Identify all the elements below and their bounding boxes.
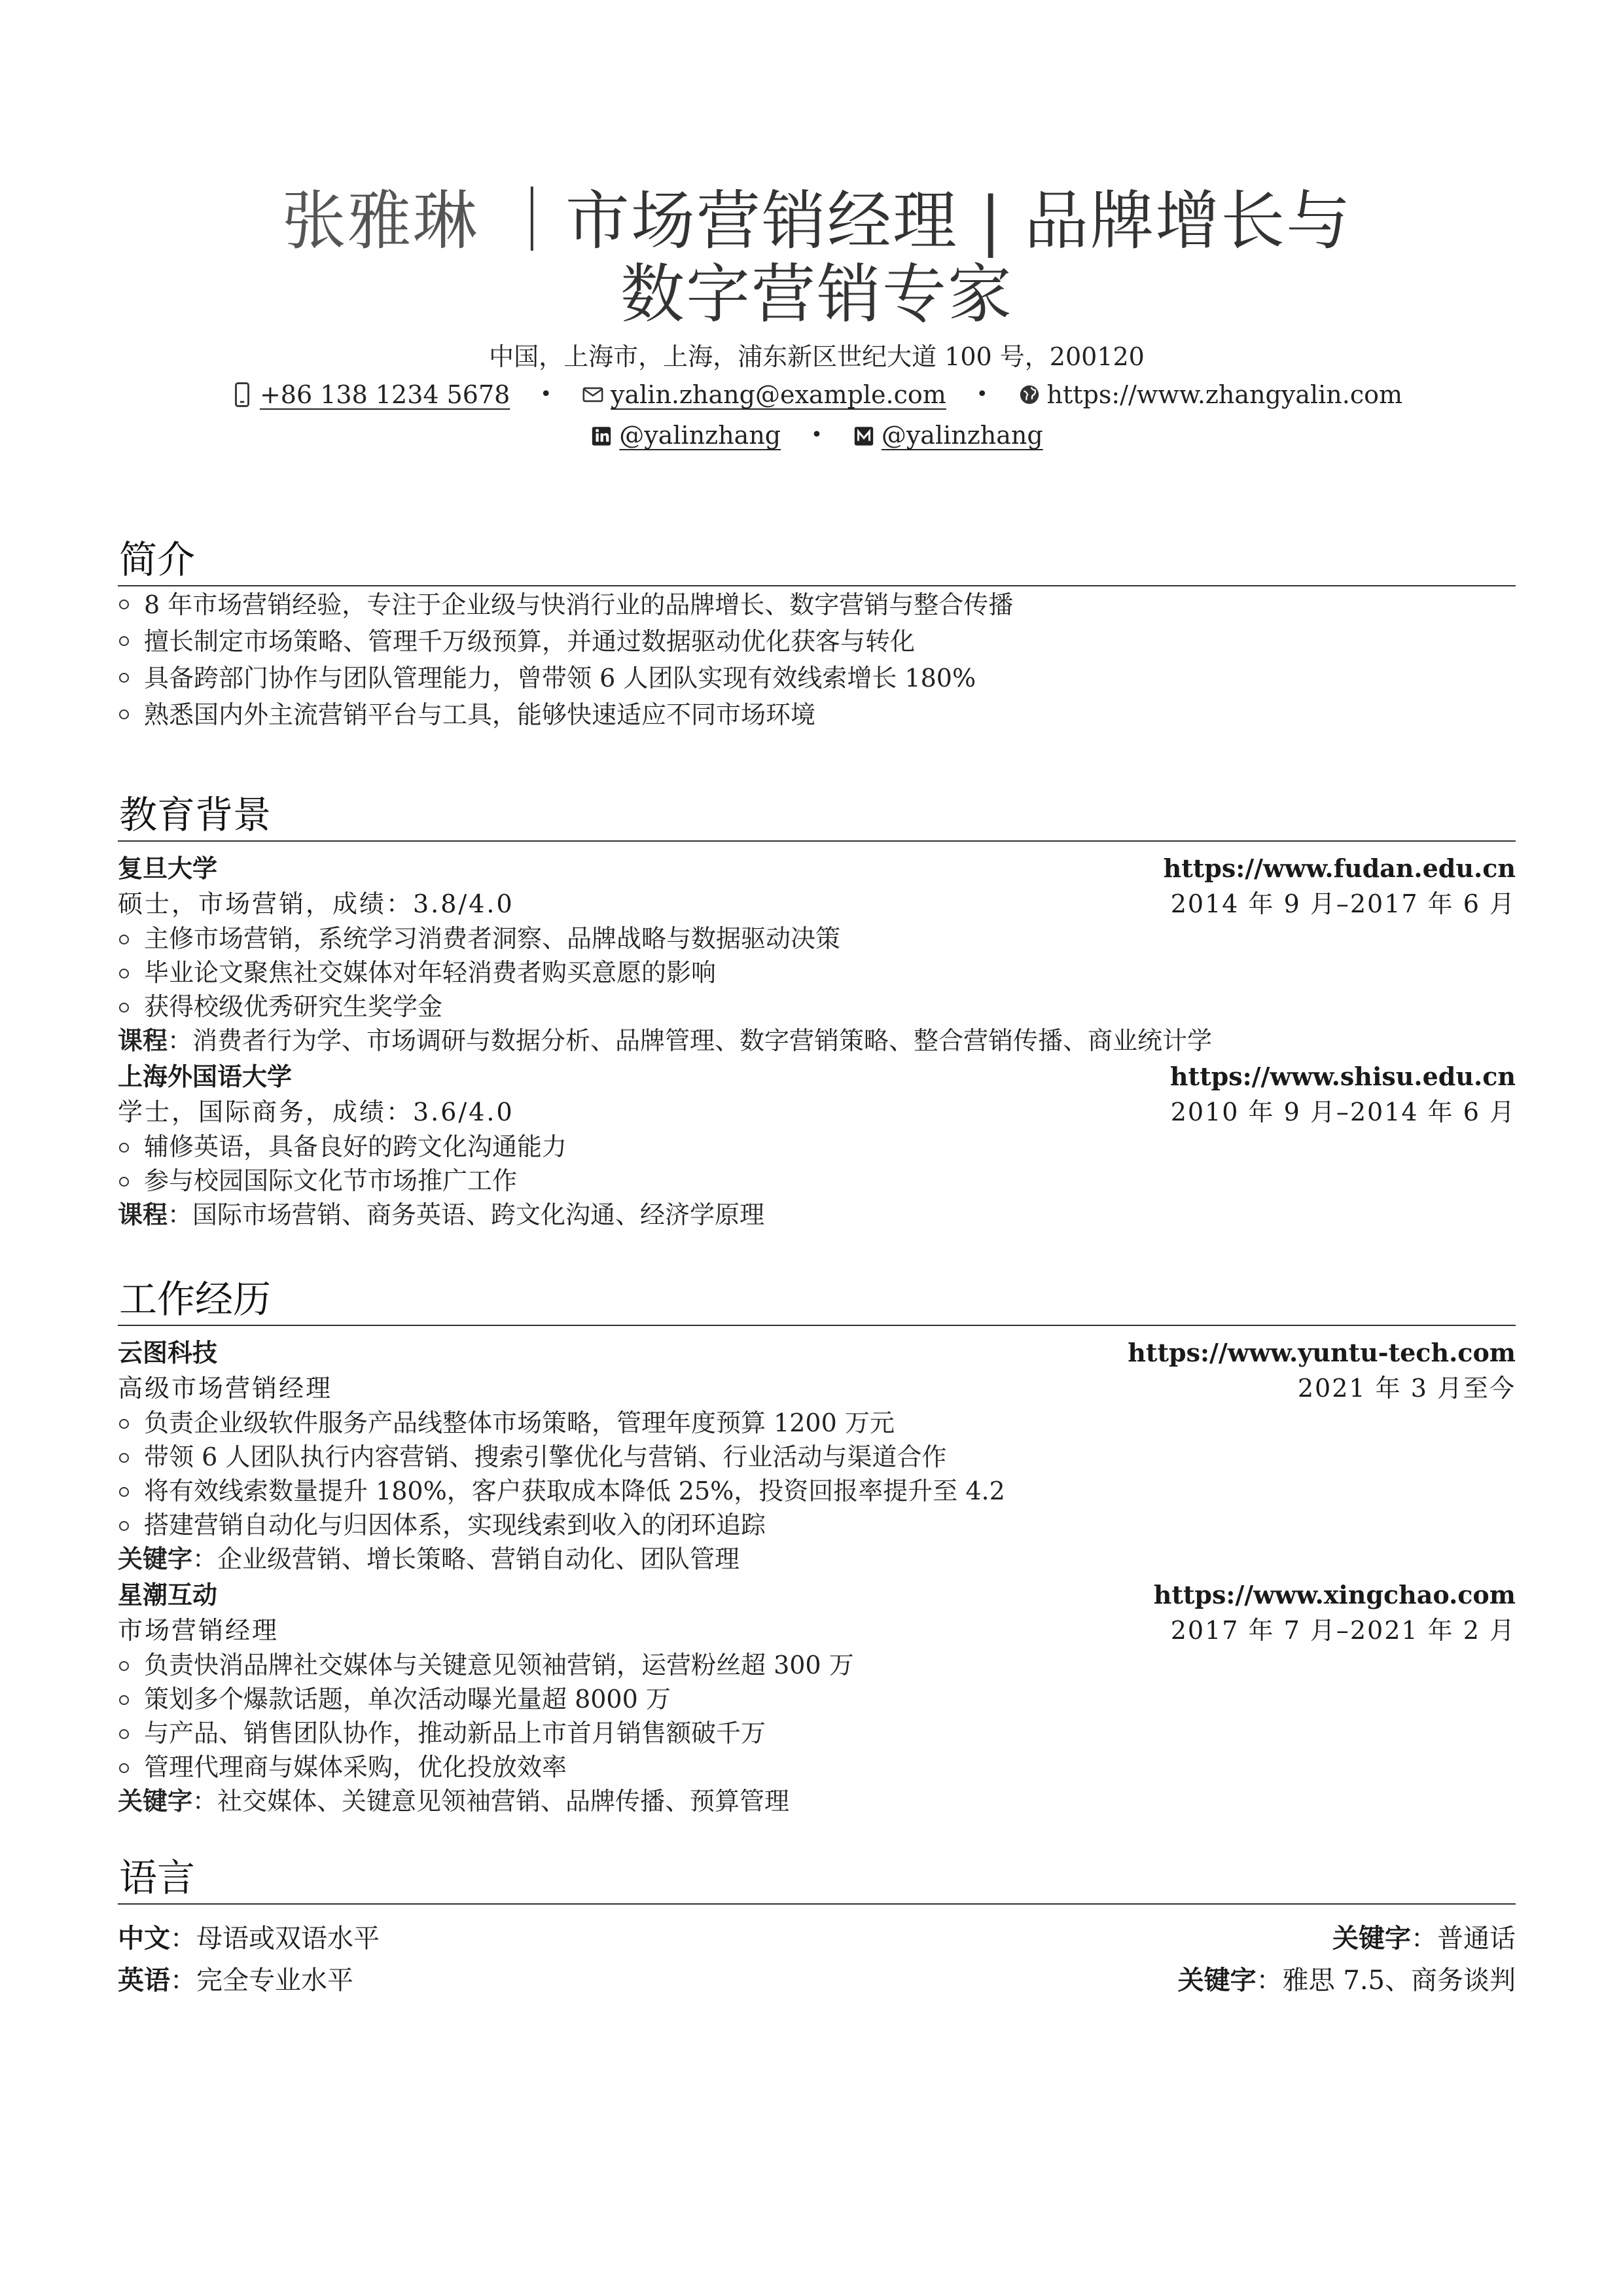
email-contact[interactable] <box>582 374 946 415</box>
job-title-line2: 数字营销专家 <box>620 257 1013 332</box>
company-name: 云图科技 <box>118 1338 218 1367</box>
medium-link[interactable]: @yalinzhang <box>881 421 1043 450</box>
list-item: 获得校级优秀研究生奖学金 <box>118 990 1516 1024</box>
medium-icon <box>853 423 875 448</box>
list-item: 负责企业级软件服务产品线整体市场策略，管理年度预算 1200 万元 <box>118 1406 1516 1440</box>
contact-separator: • <box>976 383 988 406</box>
entry-header <box>118 1335 1516 1371</box>
languages-section <box>118 1854 1516 2001</box>
education-bullets <box>118 922 1516 1024</box>
education-bullets <box>118 1130 1516 1198</box>
entry-header <box>118 1577 1516 1613</box>
school-url[interactable]: https://www.shisu.edu.cn <box>1169 1062 1516 1091</box>
website-link[interactable]: https://www.zhangyalin.com <box>1046 380 1403 409</box>
date-range: 2014 年 9 月–2017 年 6 月 <box>1170 889 1516 918</box>
section-divider <box>118 1903 1516 1905</box>
keywords-value: ：社交媒体、关键意见领袖营销、品牌传播、预算管理 <box>192 1787 790 1816</box>
education-entry <box>118 851 1516 1058</box>
section-divider <box>118 1325 1516 1326</box>
experience-bullets <box>118 1648 1516 1784</box>
keywords-label: 关键字 <box>1177 1965 1257 1996</box>
resume-header <box>118 185 1516 456</box>
language-row <box>118 1918 1516 1960</box>
summary-heading: 简介 <box>119 537 196 582</box>
linkedin-contact[interactable] <box>590 415 781 456</box>
summary-section <box>118 535 1516 733</box>
list-item: 策划多个爆款话题，单次活动曝光量超 8000 万 <box>118 1682 1516 1716</box>
list-item: 具备跨部门协作与团队管理能力，曾带领 6 人团队实现有效线索增长 180% <box>118 660 1516 696</box>
language-level-value: ：完全专业水平 <box>170 1965 353 1996</box>
contact-row-2 <box>118 415 1516 456</box>
list-item: 搭建营销自动化与归因体系，实现线索到收入的闭环追踪 <box>118 1508 1516 1542</box>
degree: 硕士，市场营销，成绩：3.8/4.0 <box>118 889 514 918</box>
linkedin-link[interactable]: @yalinzhang <box>619 421 781 450</box>
entry-subheader <box>118 886 1516 922</box>
job-role: 市场营销经理 <box>118 1616 279 1645</box>
school-name: 复旦大学 <box>118 854 218 883</box>
list-item: 辅修英语，具备良好的跨文化沟通能力 <box>118 1130 1516 1164</box>
courses-value: ：国际市场营销、商务英语、跨文化沟通、经济学原理 <box>168 1200 765 1229</box>
school-name: 上海外国语大学 <box>118 1062 293 1091</box>
keywords-value: ：雅思 7.5、商务谈判 <box>1256 1965 1516 1996</box>
phone-link[interactable]: +86 138 1234 5678 <box>259 380 510 409</box>
language-name: 英语 <box>118 1965 170 1996</box>
medium-contact[interactable] <box>853 415 1043 456</box>
company-name: 星潮互动 <box>118 1581 218 1609</box>
company-url[interactable]: https://www.xingchao.com <box>1153 1580 1516 1609</box>
language-row <box>118 1960 1516 2001</box>
list-item: 与产品、销售团队协作，推动新品上市首月销售额破千万 <box>118 1716 1516 1750</box>
experience-section <box>118 1275 1516 1818</box>
keywords-line <box>118 1542 1516 1576</box>
job-title: ｜市场营销经理 | 品牌增长与 <box>499 184 1352 259</box>
email-link[interactable]: yalin.zhang@example.com <box>611 380 946 409</box>
experience-entry <box>118 1577 1516 1818</box>
courses-value: ：消费者行为学、市场调研与数据分析、品牌管理、数字营销策略、整合营销传播、商业统计学 <box>168 1026 1213 1055</box>
person-name: 张雅琳 <box>281 184 478 259</box>
date-range: 2010 年 9 月–2014 年 6 月 <box>1170 1098 1516 1126</box>
education-section <box>118 791 1516 1232</box>
list-item: 毕业论文聚焦社交媒体对年轻消费者购买意愿的影响 <box>118 956 1516 990</box>
degree: 学士，国际商务，成绩：3.6/4.0 <box>118 1098 514 1126</box>
courses-line <box>118 1024 1516 1058</box>
keywords-value: ：企业级营销、增长策略、营销自动化、团队管理 <box>192 1545 740 1573</box>
school-url[interactable]: https://www.fudan.edu.cn <box>1163 853 1516 883</box>
languages-list <box>118 1918 1516 2001</box>
language-level <box>118 1918 380 1960</box>
keywords-line <box>118 1784 1516 1818</box>
linkedin-icon <box>590 423 613 448</box>
phone-contact[interactable] <box>231 374 510 415</box>
language-keywords <box>1332 1918 1516 1960</box>
email-icon <box>582 382 604 407</box>
keywords-value: ：普通话 <box>1411 1924 1516 1954</box>
courses-label: 课程 <box>118 1026 168 1055</box>
list-item: 管理代理商与媒体采购，优化投放效率 <box>118 1750 1516 1784</box>
globe-icon <box>1018 382 1041 407</box>
list-item: 8 年市场营销经验，专注于企业级与快消行业的品牌增长、数字营销与整合传播 <box>118 586 1516 623</box>
list-item: 带领 6 人团队执行内容营销、搜索引擎优化与营销、行业活动与渠道合作 <box>118 1440 1516 1474</box>
date-range: 2021 年 3 月至今 <box>1297 1374 1516 1403</box>
keywords-label: 关键字 <box>118 1545 193 1573</box>
keywords-label: 关键字 <box>1332 1924 1411 1954</box>
language-name: 中文 <box>118 1924 170 1954</box>
list-item: 参与校园国际文化节市场推广工作 <box>118 1164 1516 1198</box>
company-url[interactable]: https://www.yuntu-tech.com <box>1128 1338 1516 1367</box>
date-range: 2017 年 7 月–2021 年 2 月 <box>1170 1616 1516 1645</box>
courses-label: 课程 <box>118 1200 168 1229</box>
experience-bullets <box>118 1406 1516 1542</box>
entry-header <box>118 1059 1516 1094</box>
summary-list <box>118 586 1516 733</box>
address: 中国，上海市，上海，浦东新区世纪大道 100 号，200120 <box>489 342 1145 371</box>
name-title-line <box>118 185 1516 258</box>
entry-subheader <box>118 1613 1516 1648</box>
entry-subheader <box>118 1094 1516 1130</box>
list-item: 擅长制定市场策略、管理千万级预算，并通过数据驱动优化获客与转化 <box>118 623 1516 660</box>
contact-separator: • <box>811 423 823 446</box>
language-keywords <box>1178 1960 1516 2001</box>
experience-heading: 工作经历 <box>119 1277 272 1321</box>
job-role: 高级市场营销经理 <box>118 1374 333 1403</box>
experience-entry <box>118 1335 1516 1576</box>
list-item: 将有效线索数量提升 180%，客户获取成本降低 25%，投资回报率提升至 4.2 <box>118 1474 1516 1508</box>
list-item: 主修市场营销，系统学习消费者洞察、品牌战略与数据驱动决策 <box>118 922 1516 956</box>
contact-separator: • <box>540 383 552 406</box>
entry-header <box>118 851 1516 886</box>
list-item: 熟悉国内外主流营销平台与工具，能够快速适应不同市场环境 <box>118 696 1516 733</box>
website-contact[interactable] <box>1018 374 1403 415</box>
phone-icon <box>231 382 253 407</box>
language-level-value: ：母语或双语水平 <box>170 1924 380 1954</box>
education-entry <box>118 1059 1516 1232</box>
list-item: 负责快消品牌社交媒体与关键意见领袖营销，运营粉丝超 300 万 <box>118 1648 1516 1682</box>
entry-subheader <box>118 1371 1516 1406</box>
resume-page <box>118 0 1516 2296</box>
section-divider <box>118 840 1516 842</box>
languages-heading: 语言 <box>119 1856 196 1900</box>
keywords-label: 关键字 <box>118 1787 193 1816</box>
courses-line <box>118 1198 1516 1232</box>
education-heading: 教育背景 <box>119 793 272 837</box>
language-level <box>118 1960 353 2001</box>
contact-row-1 <box>118 374 1516 415</box>
